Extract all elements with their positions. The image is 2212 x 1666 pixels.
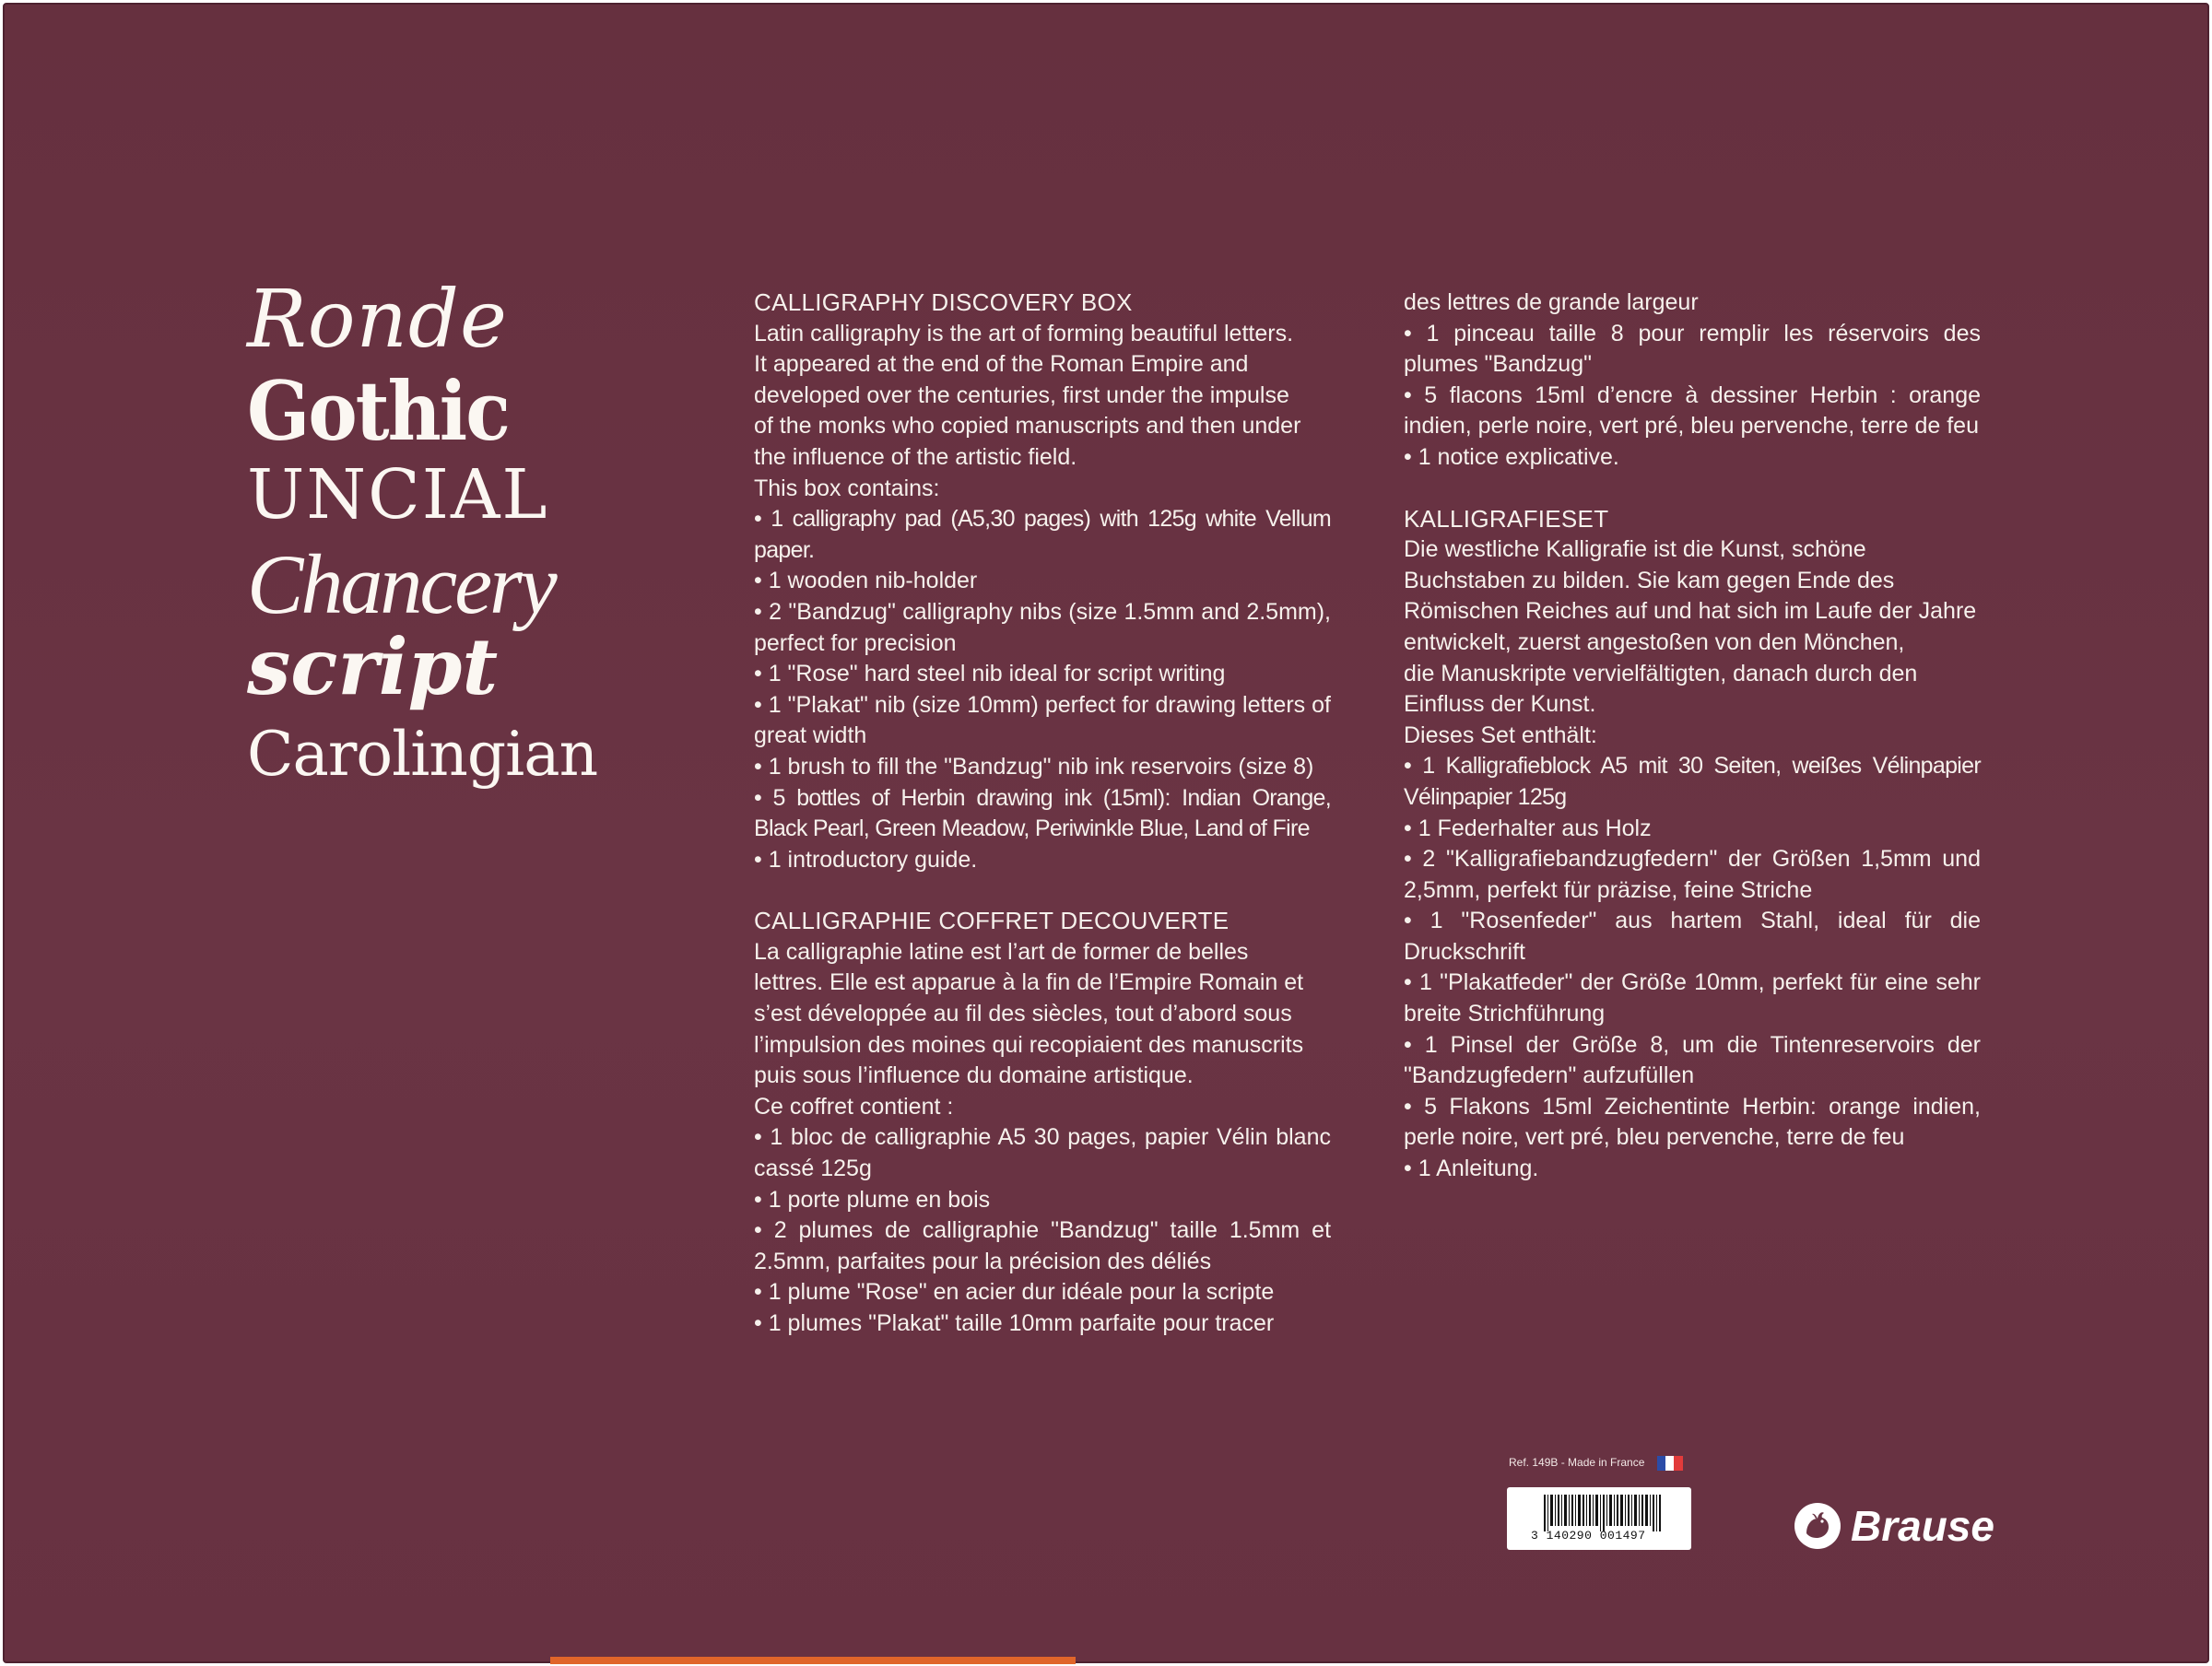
german-intro-line: Buchstaben zu bilden. Sie kam gegen Ende des bbox=[1404, 567, 1895, 593]
brand-logo bbox=[1794, 1500, 1994, 1552]
reference-label bbox=[1509, 1456, 1683, 1471]
english-item: • 1 calligraphy pad (A5,30 pages) with 125g white Vellum paper. bbox=[754, 504, 1331, 566]
german-intro-line: die Manuskripte vervielfältigten, danach durch den bbox=[1404, 660, 1918, 686]
english-item: • 1 introductory guide. bbox=[754, 845, 1331, 876]
english-contains-label: This box contains: bbox=[754, 475, 940, 501]
english-intro-line: of the monks who copied manuscripts and then under bbox=[754, 413, 1301, 440]
style-ronde: Ronde bbox=[247, 274, 508, 366]
french-item: • 1 plumes "Plakat" taille 10mm parfaite pour tracer bbox=[754, 1308, 1331, 1340]
english-item: • 2 "Bandzug" calligraphy nibs (size 1.5mm and 2.5mm), perfect for precision bbox=[754, 597, 1331, 659]
barcode-icon bbox=[1544, 1495, 1664, 1531]
german-item: • 1 Kalligrafieblock A5 mit 30 Seiten, weißes Vélinpapier Vélinpapier 125g bbox=[1404, 751, 1981, 813]
german-item: • 1 Federhalter aus Holz bbox=[1404, 814, 1981, 845]
english-intro-line: developed over the centuries, first under the impulse bbox=[754, 381, 1289, 408]
english-item: • 1 brush to fill the "Bandzug" nib ink reservoirs (size 8) bbox=[754, 752, 1331, 783]
french-item: • 1 plume "Rose" en acier dur idéale pour la scripte bbox=[754, 1277, 1331, 1308]
german-item: • 1 "Rosenfeder" aus hartem Stahl, ideal für die Druckschrift bbox=[1404, 906, 1981, 968]
french-item-continuation: des lettres de grande largeur bbox=[1404, 289, 1699, 315]
english-item: • 5 bottles of Herbin drawing ink (15ml): Indian Orange, Black Pearl, Green Meadow, Periwinkle Blue, Land of Fire bbox=[754, 783, 1331, 845]
french-intro-line: La calligraphie latine est l’art de former de belles bbox=[754, 938, 1249, 965]
brause-rooster-logo-icon bbox=[1794, 1502, 1841, 1550]
french-item: • 1 notice explicative. bbox=[1404, 442, 1981, 474]
reference-text: Ref. 149B - Made in France bbox=[1509, 1456, 1645, 1470]
german-item: • 5 Flakons 15ml Zeichentinte Herbin: orange indien, perle noire, vert pré, bleu pervenche, terre de feu bbox=[1404, 1092, 1981, 1154]
english-item: • 1 wooden nib-holder bbox=[754, 566, 1331, 597]
french-intro-line: l’impulsion des moines qui recopiaient des manuscrits bbox=[754, 1031, 1304, 1058]
calligraphy-style-samples bbox=[247, 274, 598, 790]
barcode-digits: 3 140290 001497 bbox=[1531, 1529, 1646, 1543]
german-item: • 1 Pinsel der Größe 8, um die Tintenreservoirs der "Bandzugfedern" aufzufüllen bbox=[1404, 1030, 1981, 1092]
english-intro-line: Latin calligraphy is the art of forming beautiful letters. bbox=[754, 320, 1294, 346]
english-heading: CALLIGRAPHY DISCOVERY BOX bbox=[754, 288, 1133, 316]
french-item: • 5 flacons 15ml d’encre à dessiner Herbin : orange indien, perle noire, vert pré, bleu pervenche, terre de feu bbox=[1404, 381, 1981, 442]
english-intro-line: the influence of the artistic field. bbox=[754, 443, 1077, 470]
style-chancery: Chancery bbox=[247, 537, 555, 631]
german-intro-line: Einfluss der Kunst. bbox=[1404, 691, 1596, 718]
text-column-left bbox=[754, 287, 1331, 1340]
english-item: • 1 "Rose" hard steel nib ideal for script writing bbox=[754, 659, 1331, 690]
french-intro-line: s’est développée au fil des siècles, tout d’abord sous bbox=[754, 1001, 1292, 1027]
style-carolingian: Carolingian bbox=[247, 719, 598, 790]
brand-name: Brause bbox=[1851, 1502, 1994, 1550]
french-item: • 1 porte plume en bois bbox=[754, 1185, 1331, 1216]
french-item: • 1 pinceau taille 8 pour remplir les réservoirs des plumes "Bandzug" bbox=[1404, 319, 1981, 381]
french-intro-line: lettres. Elle est apparue à la fin de l’Empire Romain et bbox=[754, 969, 1304, 996]
french-intro-line: puis sous l’influence du domaine artistique. bbox=[754, 1062, 1194, 1089]
barcode bbox=[1507, 1487, 1691, 1550]
france-flag-icon bbox=[1657, 1456, 1683, 1471]
french-heading: CALLIGRAPHIE COFFRET DECOUVERTE bbox=[754, 907, 1230, 935]
english-item: • 1 "Plakat" nib (size 10mm) perfect for drawing letters of great width bbox=[754, 690, 1331, 752]
german-item: • 2 "Kalligrafiebandzugfedern" der Größen 1,5mm und 2,5mm, perfekt für präzise, feine Striche bbox=[1404, 844, 1981, 906]
english-intro-line: It appeared at the end of the Roman Empire and bbox=[754, 351, 1249, 378]
german-intro-line: entwickelt, zuerst angestoßen von den Mönchen, bbox=[1404, 628, 1905, 655]
french-contains-label: Ce coffret contient : bbox=[754, 1093, 954, 1120]
style-script: script bbox=[247, 621, 499, 712]
german-item: • 1 "Plakatfeder" der Größe 10mm, perfekt für eine sehr breite Strichführung bbox=[1404, 968, 1981, 1029]
text-column-right bbox=[1404, 287, 1981, 1185]
german-contains-label: Dieses Set enthält: bbox=[1404, 722, 1597, 748]
style-gothic: Gothic bbox=[247, 363, 509, 459]
french-item: • 1 bloc de calligraphie A5 30 pages, papier Vélin blanc cassé 125g bbox=[754, 1122, 1331, 1184]
german-intro-line: Römischen Reiches auf und hat sich im Laufe der Jahre bbox=[1404, 598, 1977, 625]
german-intro-line: Die westliche Kalligrafie ist die Kunst, schöne bbox=[1404, 536, 1866, 563]
german-item: • 1 Anleitung. bbox=[1404, 1154, 1981, 1185]
german-heading: KALLIGRAFIESET bbox=[1404, 504, 1609, 533]
french-item: • 2 plumes de calligraphie "Bandzug" taille 1.5mm et 2.5mm, parfaites pour la précision des déliés bbox=[754, 1215, 1331, 1277]
style-uncial: UNCIAL bbox=[247, 455, 549, 534]
orange-accent-strip bbox=[550, 1657, 1076, 1664]
